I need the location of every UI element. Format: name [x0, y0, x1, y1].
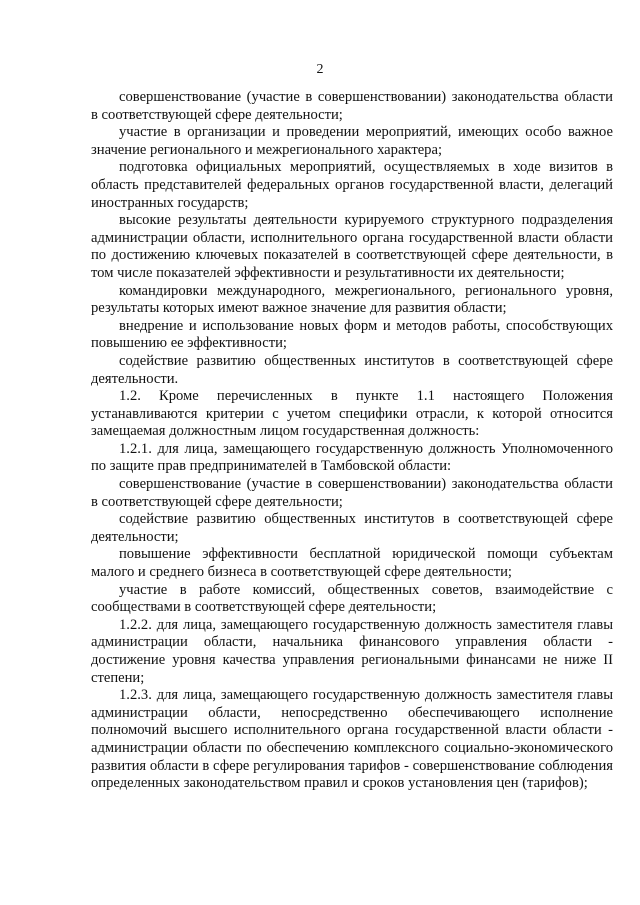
paragraph: внедрение и использование новых форм и методов работы, способствующих повышению ее эффективности;	[91, 317, 613, 352]
paragraph: повышение эффективности бесплатной юридической помощи субъектам малого и среднего бизнеса в соответствующей сфере деятельности;	[91, 546, 613, 581]
paragraph: 1.2.2. для лица, замещающего государственную должность заместителя главы администрации области, начальника финансового управления области - достижение уровня качества управления региональными финансами не ниже II степени;	[91, 616, 613, 686]
paragraph: 1.2.1. для лица, замещающего государственную должность Уполномоченного по защите прав предпринимателей в Тамбовской области:	[91, 440, 613, 475]
paragraph: совершенствование (участие в совершенствовании) законодательства области в соответствующей сфере деятельности;	[91, 476, 613, 510]
paragraph: содействие развитию общественных институтов в соответствующей сфере деятельности.	[91, 352, 613, 387]
paragraph: подготовка официальных мероприятий, осуществляемых в ходе визитов в область представителей федеральных органов государственной власти, делегаций иностранных государств;	[91, 159, 613, 211]
page-number: 2	[316, 62, 324, 77]
paragraph: совершенствование (участие в совершенствовании) законодательства области в соответствующей сфере деятельности;	[91, 89, 613, 123]
document-body	[91, 89, 613, 793]
paragraph: участие в организации и проведении мероприятий, имеющих особо важное значение регионального и межрегионального характера;	[91, 124, 613, 158]
paragraph: 1.2.3. для лица, замещающего государственную должность заместителя главы администрации области, непосредственно обеспечивающего исполнение полномочий высшего исполнительного органа государственной власти области - администрации области по обеспечению комплексного социально-экономического развития области в сфере регулирования тарифов - совершенствование соблюдения определенных законодательством правил и сроков установления цен (тарифов);	[91, 687, 613, 792]
paragraph: командировки международного, межрегионального, регионального уровня, результаты которых имеют важное значение для развития области;	[91, 282, 613, 317]
paragraph: содействие развитию общественных институтов в соответствующей сфере деятельности;	[91, 511, 613, 545]
paragraph: участие в работе комиссий, общественных советов, взаимодействие с сообществами в соответствующей сфере деятельности;	[91, 581, 613, 616]
paragraph: высокие результаты деятельности курируемого структурного подразделения администрации области, исполнительного органа государственной власти области по достижению ключевых показателей в соответствующей сфере деятельности, в том числе показателей эффективности и результативности их деятельности;	[91, 212, 613, 281]
paragraph: 1.2. Кроме перечисленных в пункте 1.1 настоящего Положения устанавливаются критерии с учетом специфики отрасли, к которой относится замещаемая должностным лицом государственная должность:	[91, 388, 613, 440]
